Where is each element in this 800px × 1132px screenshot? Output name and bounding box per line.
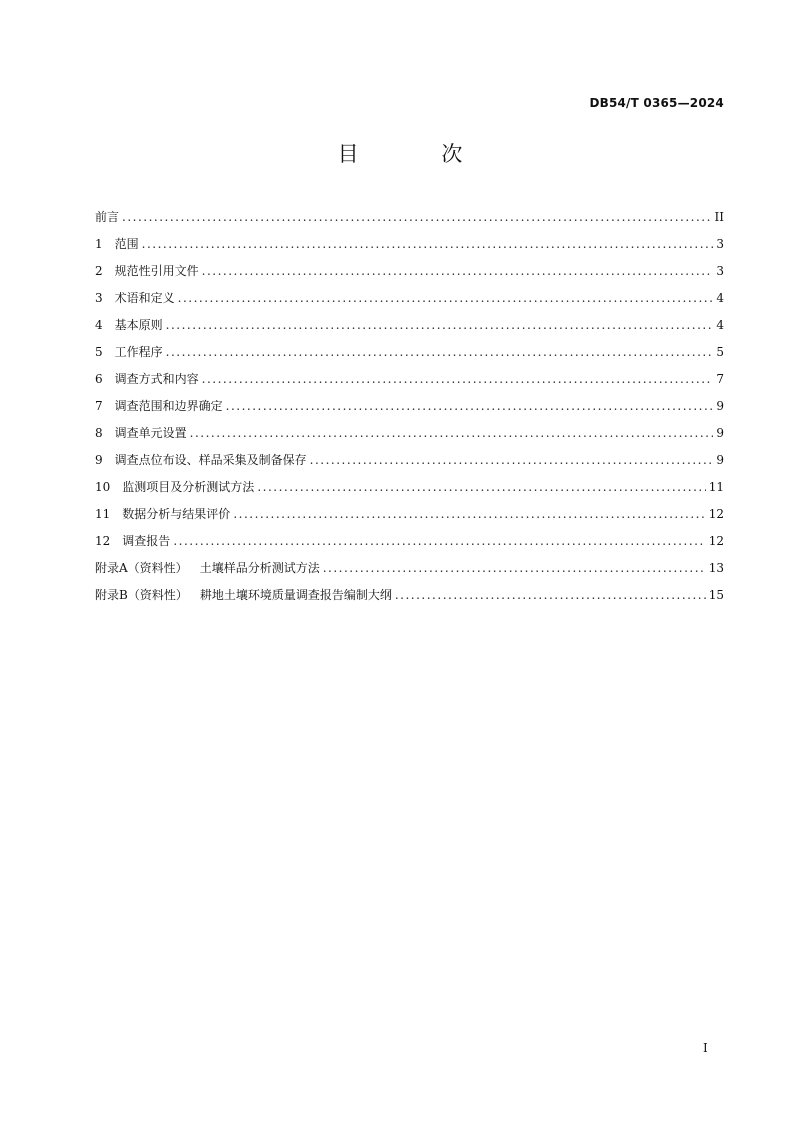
toc-entry-label: 范围 (114, 237, 139, 251)
toc-entry-label: 调查报告 (122, 534, 171, 548)
toc-entry[interactable] (95, 262, 724, 289)
toc-leader-dots (233, 507, 705, 521)
toc-entry-number: 附录A（资料性） (95, 561, 188, 575)
toc-entry[interactable] (95, 370, 724, 397)
toc-leader-dots (310, 453, 714, 467)
toc-entry-label: 数据分析与结果评价 (122, 507, 231, 521)
toc-entry[interactable] (95, 559, 724, 586)
toc-entry-number: 5 (95, 345, 103, 359)
toc-leader-dots (173, 534, 705, 548)
toc-entry-number: 3 (95, 291, 103, 305)
toc-entry-page: 15 (708, 588, 724, 602)
toc-leader-dots (166, 345, 714, 359)
toc-entry[interactable] (95, 289, 724, 316)
toc-entry-page: 5 (716, 345, 724, 359)
toc-entry[interactable] (95, 235, 724, 262)
toc-entry-label: 前言 (95, 210, 120, 224)
toc-entry-number: 12 (95, 534, 111, 548)
toc-entry-page: 3 (716, 264, 724, 278)
toc-entry-page: 9 (716, 399, 724, 413)
toc-entry-page: 13 (708, 561, 724, 575)
toc-entry-label: 调查单元设置 (114, 426, 187, 440)
table-of-contents (95, 208, 724, 613)
toc-leader-dots (190, 426, 714, 440)
toc-entry-label: 调查方式和内容 (114, 372, 199, 386)
toc-entry-label: 调查点位布设、样品采集及制备保存 (114, 453, 307, 467)
toc-leader-dots (257, 480, 705, 494)
toc-entry-page: 4 (716, 318, 724, 332)
toc-entry-label: 土壤样品分析测试方法 (199, 561, 320, 575)
toc-entry-page: 11 (708, 480, 724, 494)
toc-entry-label: 基本原则 (114, 318, 163, 332)
toc-entry-number: 1 (95, 237, 103, 251)
toc-entry-page: 12 (708, 534, 724, 548)
toc-entry-number: 附录B（资料性） (95, 588, 188, 602)
toc-entry-page: 9 (716, 426, 724, 440)
toc-entry-label: 耕地土壤环境质量调查报告编制大纲 (199, 588, 392, 602)
toc-leader-dots (202, 372, 714, 386)
toc-entry-number: 7 (95, 399, 103, 413)
toc-entry-number: 9 (95, 453, 103, 467)
toc-leader-dots (226, 399, 714, 413)
toc-entry-label: 监测项目及分析测试方法 (122, 480, 255, 494)
page-number: I (703, 1041, 708, 1055)
toc-entry[interactable] (95, 478, 724, 505)
toc-leader-dots (166, 318, 714, 332)
toc-entry-number: 11 (95, 507, 111, 521)
document-code: DB54/T 0365—2024 (589, 96, 724, 110)
toc-leader-dots (122, 210, 712, 224)
toc-entry[interactable] (95, 316, 724, 343)
toc-entry-number: 4 (95, 318, 103, 332)
toc-entry-label: 规范性引用文件 (114, 264, 199, 278)
toc-leader-dots (202, 264, 714, 278)
toc-leader-dots (323, 561, 706, 575)
toc-entry[interactable] (95, 505, 724, 532)
toc-entry-number: 8 (95, 426, 103, 440)
toc-entry-page: 3 (716, 237, 724, 251)
toc-entry-label: 术语和定义 (114, 291, 175, 305)
toc-entry-page: II (714, 210, 724, 224)
page-title: 目 次 (337, 142, 501, 166)
toc-entry-number: 2 (95, 264, 103, 278)
toc-entry[interactable] (95, 586, 724, 613)
toc-entry-page: 7 (716, 372, 724, 386)
toc-entry[interactable] (95, 397, 724, 424)
toc-leader-dots (395, 588, 706, 602)
toc-entry[interactable] (95, 343, 724, 370)
toc-entry[interactable] (95, 451, 724, 478)
toc-entry[interactable] (95, 208, 724, 235)
toc-entry[interactable] (95, 532, 724, 559)
toc-entry-label: 工作程序 (114, 345, 163, 359)
toc-entry-page: 12 (708, 507, 724, 521)
toc-entry-page: 9 (716, 453, 724, 467)
toc-entry[interactable] (95, 424, 724, 451)
toc-entry-number: 6 (95, 372, 103, 386)
toc-entry-number: 10 (95, 480, 111, 494)
toc-entry-page: 4 (716, 291, 724, 305)
toc-leader-dots (178, 291, 714, 305)
toc-leader-dots (142, 237, 714, 251)
toc-entry-label: 调查范围和边界确定 (114, 399, 223, 413)
